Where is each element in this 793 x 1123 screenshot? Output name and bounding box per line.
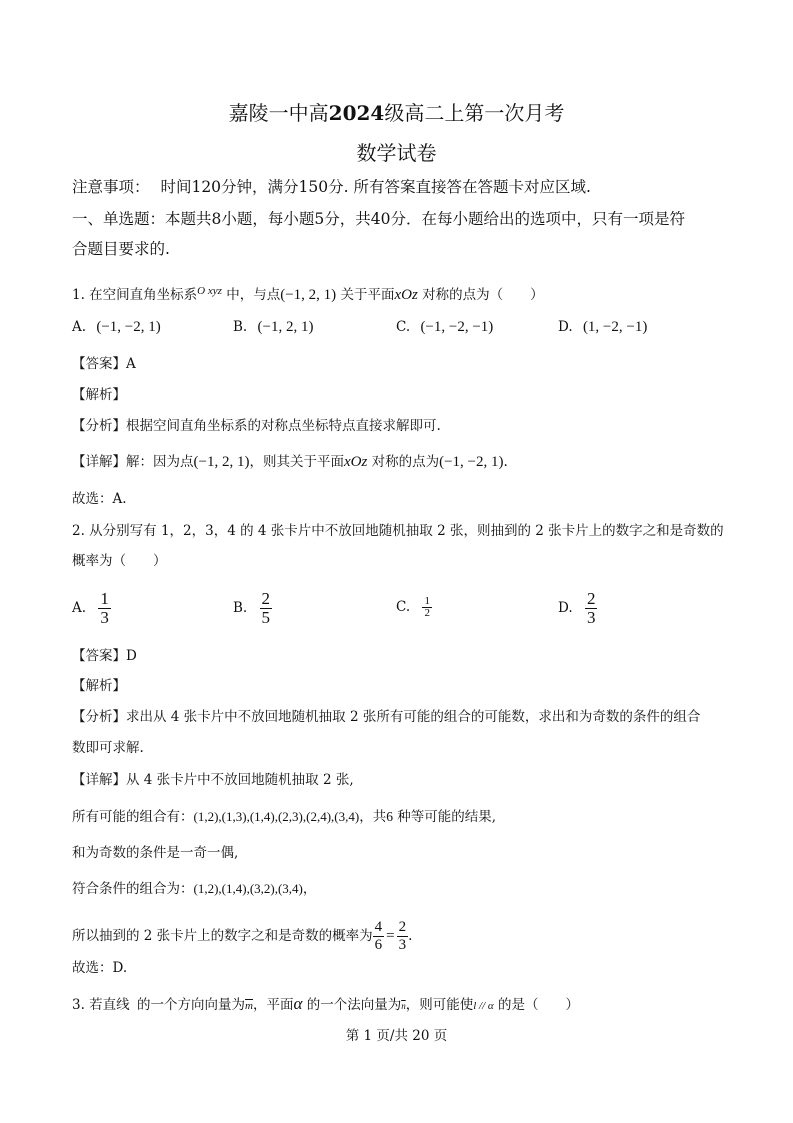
- option-label: B.: [233, 600, 248, 616]
- q1-fenxi: 【分析】根据空间直角坐标系的对称点坐标特点直接求解即可.: [72, 418, 441, 434]
- q1-detail-a: 【详解】解：因为点: [72, 454, 194, 470]
- section-heading-line2: 合题目要求的.: [72, 240, 170, 258]
- title-year: 2024: [328, 101, 385, 125]
- q2-prob-text: 所以抽到的 2 张卡片上的数字之和是奇数的概率为: [72, 928, 373, 944]
- fraction-numerator: 1: [424, 595, 430, 607]
- q1-point: (−1, 2, 1): [280, 287, 337, 303]
- option-label: C.: [396, 319, 411, 335]
- q2-fenxi-line1: 【分析】求出从 4 张卡片中不放回地随机抽取 2 张所有可能的组合的可能数，求出和为奇数的条件的组合: [72, 709, 701, 725]
- notes-label: 注意事项：: [72, 178, 150, 196]
- q3-text-f: 的是（ ）: [493, 997, 579, 1013]
- option-label: D.: [558, 319, 573, 335]
- fraction-denominator: 2: [424, 607, 430, 619]
- q2-option-c[interactable]: [396, 596, 432, 619]
- q3-text-e: ，则可能使: [405, 997, 474, 1013]
- q1-text-a: 1. 在空间直角坐标系: [72, 287, 198, 303]
- page-footer: 第 1 页/共 20 页: [345, 1028, 448, 1044]
- question-2-stem-line1: 2. 从分别写有 1，2，3，4 的 4 张卡片中不放回地随机抽取 2 张，则抽到的 2 张卡片上的数字之和是奇数的: [72, 523, 724, 539]
- q2-option-a[interactable]: [72, 590, 111, 627]
- q3-vector-m: $\overline{m}$: [245, 1000, 253, 1012]
- q2-all-combos: [72, 807, 496, 827]
- q2-option-b[interactable]: [233, 590, 272, 627]
- question-2-stem-line2: 概率为（ ）: [72, 553, 167, 569]
- q3-text-c: ，平面: [252, 997, 294, 1013]
- q2-analysis-heading: 【解析】: [72, 678, 126, 694]
- q3-plane-alpha: α: [293, 994, 303, 1013]
- q1-coordinate-system: O xyz: [197, 285, 222, 297]
- q2-combos-sep: ，共: [359, 809, 387, 825]
- option-label: A.: [72, 600, 87, 616]
- option-value: (1, −2, −1): [582, 319, 648, 335]
- option-fraction: [98, 590, 111, 627]
- q1-detail: [72, 452, 508, 472]
- q1-detail-point: (−1, 2, 1): [193, 454, 250, 470]
- q2-prob-tail: .: [408, 928, 413, 944]
- option-label: C.: [396, 599, 411, 615]
- fraction-denominator: 3: [398, 937, 407, 953]
- q2-combos-list: (1,2),(1,3),(1,4),(2,3),(2,4),(3,4): [193, 809, 360, 824]
- q1-option-c[interactable]: [396, 317, 493, 337]
- q1-detail-c: 对称的点为: [367, 454, 440, 470]
- q1-detail-b: ，则其关于平面: [249, 454, 344, 470]
- option-label: D.: [558, 600, 573, 616]
- q1-answer: 【答案】A: [72, 356, 136, 372]
- q2-combos-label: 所有可能的组合有：: [72, 809, 194, 825]
- q1-choice: 故选：A.: [72, 491, 127, 507]
- q1-option-d[interactable]: [558, 317, 647, 337]
- q1-text-b: 中，与点: [221, 287, 281, 303]
- q2-prob-equals: =: [386, 928, 395, 944]
- q2-prob-fraction-2: [397, 919, 409, 954]
- exam-notes: [72, 177, 591, 197]
- q1-text-d: 对称的点为（ ）: [417, 287, 544, 303]
- fraction-denominator: 3: [586, 608, 596, 627]
- q2-detail-line1: 【详解】从 4 张卡片中不放回地随机抽取 2 张,: [72, 772, 354, 788]
- q2-combos-tail: 种等可能的结果,: [392, 809, 497, 825]
- fraction-numerator: 1: [100, 589, 109, 608]
- q1-option-a[interactable]: [72, 317, 161, 337]
- option-value: (−1, 2, 1): [257, 319, 314, 335]
- option-label: B.: [233, 319, 248, 335]
- q1-option-b[interactable]: [233, 317, 313, 337]
- option-fraction: [585, 590, 598, 627]
- q2-combos-count: 6: [386, 809, 393, 824]
- q2-probability: [72, 916, 412, 956]
- notes-text: 时间120分钟，满分150分. 所有答案直接答在答题卡对应区域.: [160, 178, 591, 196]
- fraction-denominator: 5: [261, 608, 271, 627]
- question-1-stem: [72, 281, 544, 305]
- q2-match-label: 符合条件的组合为：: [72, 881, 194, 897]
- q1-detail-d: .: [503, 454, 508, 470]
- page-subtitle: 数学试卷: [356, 141, 437, 165]
- option-label: A.: [72, 319, 87, 335]
- fraction-numerator: 2: [398, 919, 407, 935]
- q3-text-d: 的一个法向量为: [302, 997, 402, 1013]
- option-fraction: [422, 596, 432, 619]
- q2-matching-combos: [72, 879, 316, 899]
- q2-choice: 故选：D.: [72, 960, 128, 976]
- q2-match-list: (1,2),(1,4),(3,2),(3,4): [193, 881, 303, 896]
- question-3-stem: [72, 994, 579, 1016]
- q1-detail-result: (−1, −2, 1): [439, 454, 504, 470]
- fraction-numerator: 2: [261, 589, 271, 608]
- q1-analysis-heading: 【解析】: [72, 387, 126, 403]
- fraction-numerator: 4: [374, 919, 383, 935]
- page-title: [0, 97, 793, 126]
- q2-fenxi-line2: 数即可求解.: [72, 740, 144, 756]
- q3-line-symbol: l: [129, 1000, 133, 1012]
- fraction-denominator: 3: [100, 608, 109, 627]
- q3-text-b: 的一个方向向量为: [132, 997, 246, 1013]
- q2-prob-fraction-1: [373, 919, 385, 954]
- option-fraction: [260, 590, 273, 627]
- q2-odd-condition: 和为奇数的条件是一奇一偶,: [72, 845, 239, 861]
- q1-plane: xOz: [394, 287, 418, 303]
- section-heading-line1: 一、单选题：本题共8小题，每小题5分，共40分．在每小题给出的选项中，只有一项是符: [72, 210, 685, 228]
- option-value: (−1, −2, 1): [96, 319, 161, 335]
- fraction-numerator: 2: [586, 589, 596, 608]
- fraction-denominator: 6: [374, 937, 383, 953]
- q1-text-c: 关于平面: [336, 287, 395, 303]
- q2-option-d[interactable]: [558, 590, 597, 627]
- title-prefix: 嘉陵一中高: [228, 101, 329, 125]
- title-suffix: 级高二上第一次月考: [384, 101, 565, 125]
- q3-text-a: 3. 若直线: [72, 997, 130, 1013]
- q1-detail-plane: xOz: [343, 454, 368, 470]
- q2-answer: 【答案】D: [72, 648, 137, 664]
- q2-match-tail: ，: [302, 881, 317, 897]
- option-value: (−1, −2, −1): [420, 319, 494, 335]
- q3-vector-n: $\overline{n}$: [401, 1001, 406, 1011]
- q3-relation: l // α: [473, 1000, 494, 1012]
